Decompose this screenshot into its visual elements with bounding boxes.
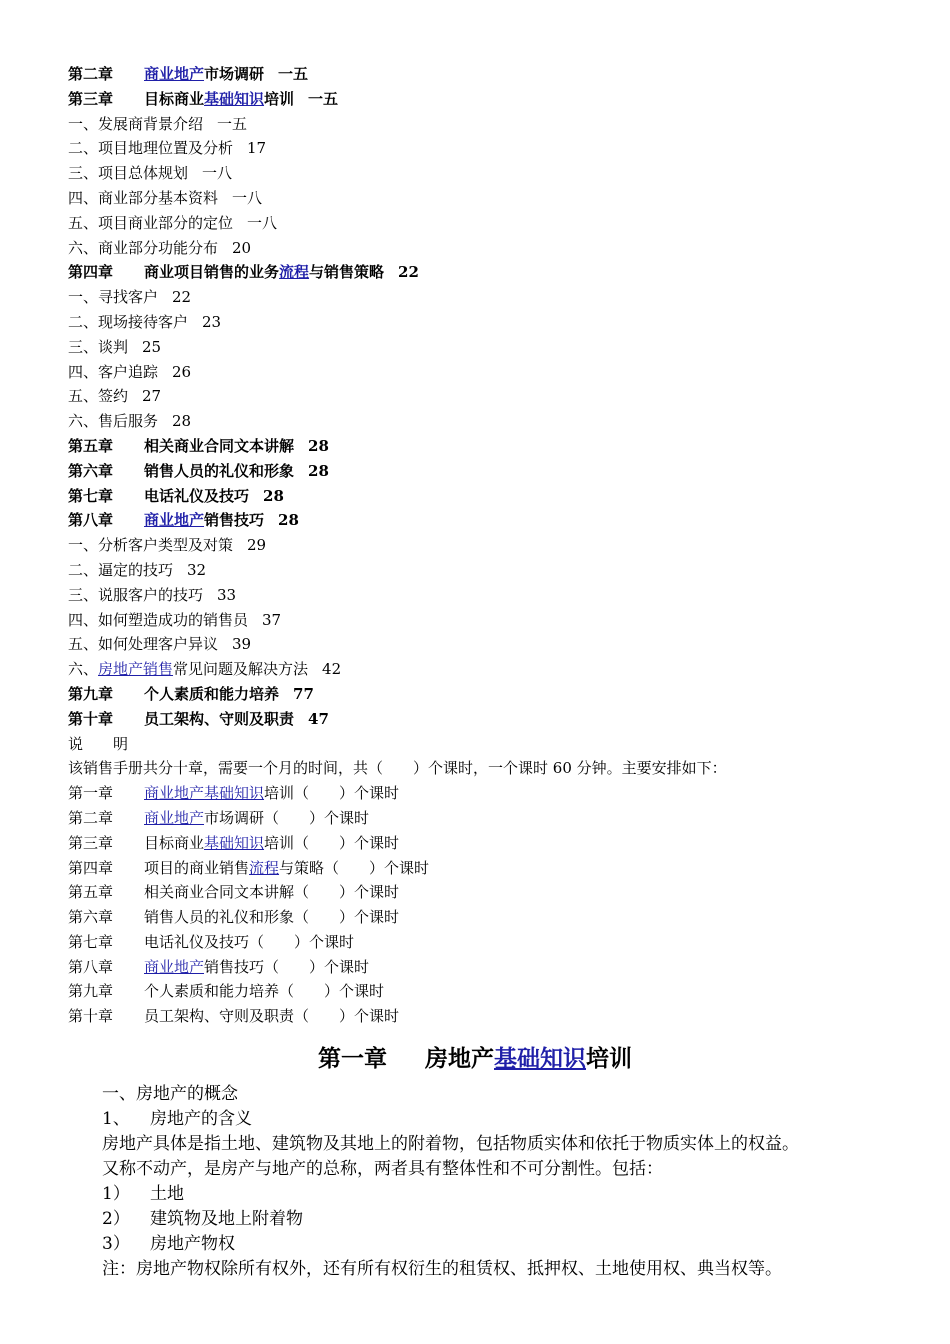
chapter-heading-post: 培训 (586, 1045, 632, 1072)
toc-chapter-label: 第六章 (68, 908, 114, 927)
toc-text: 三、谈判 (68, 337, 129, 356)
toc-text: 销售技巧（ ）个课时 (204, 957, 370, 976)
body-text: 又称不动产，是房产与地产的总称，两者具有整体性和不可分割性。包括： (102, 1159, 663, 1179)
toc-line (68, 682, 928, 707)
toc-link[interactable]: 商业地产 (144, 511, 205, 530)
toc-line (68, 979, 928, 1004)
toc-line (68, 632, 928, 657)
toc-page-number: 一五 (278, 65, 309, 83)
toc-line (68, 806, 928, 831)
toc-text: 目标商业 (144, 89, 205, 108)
list-number: 1、 (102, 1109, 130, 1129)
toc-page-number: 28 (263, 486, 284, 505)
toc-text: 一、分析客户类型及对策 (68, 536, 234, 555)
toc-line (68, 161, 928, 186)
toc-text: 说 明 (68, 734, 129, 753)
toc-link[interactable]: 基础知识 (204, 784, 265, 803)
toc-line (68, 459, 928, 484)
toc-page-number: 39 (232, 635, 252, 654)
toc-line (68, 831, 928, 856)
toc-line (68, 87, 928, 112)
toc-text: 相关商业合同文本讲解（ ）个课时 (144, 883, 400, 902)
toc-text: 四、商业部分基本资料 (68, 188, 219, 207)
toc-text: 电话礼仪及技巧（ ）个课时 (144, 932, 355, 951)
body-text: 建筑物及地上附着物 (150, 1209, 303, 1229)
toc-link[interactable]: 商业地产 (144, 808, 205, 827)
toc-chapter-label: 第四章 (68, 858, 114, 877)
toc-page-number: 27 (142, 387, 162, 406)
toc-text: 与销售策略 (309, 263, 385, 282)
toc-text: 二、现场接待客户 (68, 312, 189, 331)
toc-line (68, 1004, 928, 1029)
toc-text: 员工架构、守则及职责（ ）个课时 (144, 1007, 400, 1026)
toc-line (68, 112, 928, 137)
toc-page-number: 22 (398, 263, 419, 282)
chapter-heading-pre: 房地产 (425, 1045, 494, 1072)
toc-text: 六、 (68, 660, 99, 679)
toc-line (68, 533, 928, 558)
toc-link[interactable]: 流程 (279, 263, 310, 282)
toc-link[interactable]: 基础知识 (204, 833, 265, 852)
body-line (102, 1132, 932, 1157)
toc-text: 五、如何处理客户异议 (68, 635, 219, 654)
toc-link[interactable]: 商业地产 (144, 65, 205, 83)
toc-line (68, 236, 928, 261)
body-line (102, 1182, 932, 1207)
toc-page-number: 23 (202, 312, 222, 331)
toc-text: 四、客户追踪 (68, 362, 159, 381)
toc-text: 六、商业部分功能分布 (68, 238, 219, 257)
toc-text: 五、项目商业部分的定位 (68, 213, 234, 232)
toc-text: 培训（ ）个课时 (264, 784, 400, 803)
toc-text: 该销售手册共分十章，需要一个月的时间，共（ ）个课时，一个课时 60 分钟。主要安排如下： (68, 759, 727, 778)
toc-page-number: 37 (262, 610, 282, 629)
toc-chapter-label: 第一章 (68, 784, 114, 803)
body-text: 土地 (150, 1184, 184, 1204)
toc-page-number: 29 (247, 536, 267, 555)
toc-chapter-label: 第七章 (68, 932, 114, 951)
toc-page-number: 26 (172, 362, 192, 381)
chapter-body (102, 1082, 932, 1282)
toc-line (68, 880, 928, 905)
toc-page-number: 28 (308, 436, 329, 455)
toc-chapter-label: 第四章 (68, 263, 114, 282)
body-text: 房地产的含义 (150, 1109, 252, 1129)
toc-chapter-label: 第十章 (68, 1007, 114, 1026)
chapter-heading-number: 第一章 (318, 1045, 387, 1072)
toc-chapter-label: 第六章 (68, 461, 114, 480)
toc-page-number: 一八 (232, 188, 263, 207)
list-number: 3） (102, 1234, 130, 1254)
toc-line (68, 558, 928, 583)
toc-link[interactable]: 流程 (249, 858, 280, 877)
toc-text: 项目的商业销售 (144, 858, 250, 877)
body-line (102, 1082, 932, 1107)
body-text: 房地产物权 (150, 1234, 235, 1254)
toc-chapter-label: 第九章 (68, 684, 114, 703)
toc-page-number: 28 (172, 412, 192, 431)
toc-line (68, 955, 928, 980)
toc-line (68, 781, 928, 806)
chapter-heading (0, 1040, 950, 1078)
body-text: 一、房地产的概念 (102, 1084, 238, 1104)
toc-line (68, 434, 928, 459)
toc-text: 培训（ ）个课时 (264, 833, 400, 852)
toc-text: 个人素质和能力培养（ ）个课时 (144, 982, 385, 1001)
toc-chapter-label: 第二章 (68, 65, 114, 83)
toc-chapter-label: 第五章 (68, 883, 114, 902)
toc-page-number: 一五 (217, 114, 248, 133)
toc-line (68, 484, 928, 509)
toc-text: 员工架构、守则及职责 (144, 709, 295, 728)
toc-line (68, 360, 928, 385)
toc-chapter-label: 第九章 (68, 982, 114, 1001)
toc-text: 四、如何塑造成功的销售员 (68, 610, 249, 629)
toc-chapter-label: 第七章 (68, 486, 114, 505)
toc-page-number: 一五 (308, 89, 339, 108)
toc-page-number: 22 (172, 288, 192, 307)
toc-line (68, 930, 928, 955)
toc-chapter-label: 第八章 (68, 957, 114, 976)
toc-text: 二、逼定的技巧 (68, 560, 174, 579)
toc-text: 市场调研（ ）个课时 (204, 808, 370, 827)
body-line (102, 1207, 932, 1232)
body-text: 注：房地产物权除所有权外，还有所有权衍生的租赁权、抵押权、土地使用权、典当权等。 (102, 1259, 782, 1279)
toc-chapter-label: 第五章 (68, 436, 114, 455)
toc-chapter-label: 第八章 (68, 511, 114, 530)
toc-text: 培训 (264, 89, 295, 108)
toc-text: 电话礼仪及技巧 (144, 486, 250, 505)
toc-text: 相关商业合同文本讲解 (144, 436, 295, 455)
toc-text: 个人素质和能力培养 (144, 684, 280, 703)
toc-line (68, 260, 928, 285)
toc-line (68, 211, 928, 236)
toc-chapter-label: 第三章 (68, 833, 114, 852)
table-of-contents (68, 62, 928, 1029)
toc-link[interactable]: 基础知识 (204, 89, 265, 108)
toc-text: 六、售后服务 (68, 412, 159, 431)
toc-line (68, 62, 928, 87)
toc-chapter-label: 第三章 (68, 89, 114, 108)
toc-page-number: 47 (308, 709, 329, 728)
toc-line (68, 310, 928, 335)
toc-link[interactable]: 商业地产 (144, 784, 205, 803)
toc-line (68, 285, 928, 310)
toc-text: 三、说服客户的技巧 (68, 585, 204, 604)
toc-page-number: 28 (278, 511, 299, 530)
toc-page-number: 一八 (247, 213, 278, 232)
toc-page-number: 17 (247, 139, 267, 158)
toc-text: 销售技巧 (204, 511, 265, 530)
toc-text: 销售人员的礼仪和形象（ ）个课时 (144, 908, 400, 927)
toc-line (68, 856, 928, 881)
toc-link[interactable]: 商业地产 (144, 957, 205, 976)
toc-line (68, 136, 928, 161)
body-text: 房地产具体是指土地、建筑物及其地上的附着物，包括物质实体和依托于物质实体上的权益。 (102, 1134, 799, 1154)
toc-line (68, 608, 928, 633)
body-line (102, 1257, 932, 1282)
toc-page-number: 32 (187, 560, 207, 579)
toc-chapter-label: 第十章 (68, 709, 114, 728)
toc-text: 市场调研 (204, 65, 265, 83)
toc-text: 三、项目总体规划 (68, 164, 189, 183)
toc-page-number: 28 (308, 461, 329, 480)
toc-text: 二、项目地理位置及分析 (68, 139, 234, 158)
list-number: 2） (102, 1209, 130, 1229)
toc-line (68, 384, 928, 409)
toc-line (68, 335, 928, 360)
toc-text: 常见问题及解决方法 (173, 660, 309, 679)
toc-page-number: 42 (322, 660, 342, 679)
toc-line (68, 756, 928, 781)
toc-link[interactable]: 房地产销售 (98, 660, 174, 679)
toc-line (68, 657, 928, 682)
toc-page-number: 一八 (202, 164, 233, 183)
toc-text: 商业项目销售的业务 (144, 263, 280, 282)
toc-line (68, 732, 928, 757)
toc-line (68, 508, 928, 533)
toc-page-number: 25 (142, 337, 162, 356)
toc-line (68, 707, 928, 732)
body-line (102, 1107, 932, 1132)
toc-line (68, 409, 928, 434)
toc-line (68, 186, 928, 211)
toc-chapter-label: 第二章 (68, 808, 114, 827)
toc-page-number: 20 (232, 238, 252, 257)
toc-text: 一、发展商背景介绍 (68, 114, 204, 133)
body-line (102, 1157, 932, 1182)
toc-page-number: 77 (293, 684, 314, 703)
toc-line (68, 905, 928, 930)
chapter-heading-link[interactable]: 基础知识 (494, 1045, 586, 1072)
toc-text: 目标商业 (144, 833, 205, 852)
toc-text: 五、签约 (68, 387, 129, 406)
toc-page-number: 33 (217, 585, 237, 604)
toc-line (68, 583, 928, 608)
toc-text: 销售人员的礼仪和形象 (144, 461, 295, 480)
toc-text: 一、寻找客户 (68, 288, 159, 307)
body-line (102, 1232, 932, 1257)
toc-text: 与策略（ ）个课时 (279, 858, 430, 877)
list-number: 1） (102, 1184, 130, 1204)
